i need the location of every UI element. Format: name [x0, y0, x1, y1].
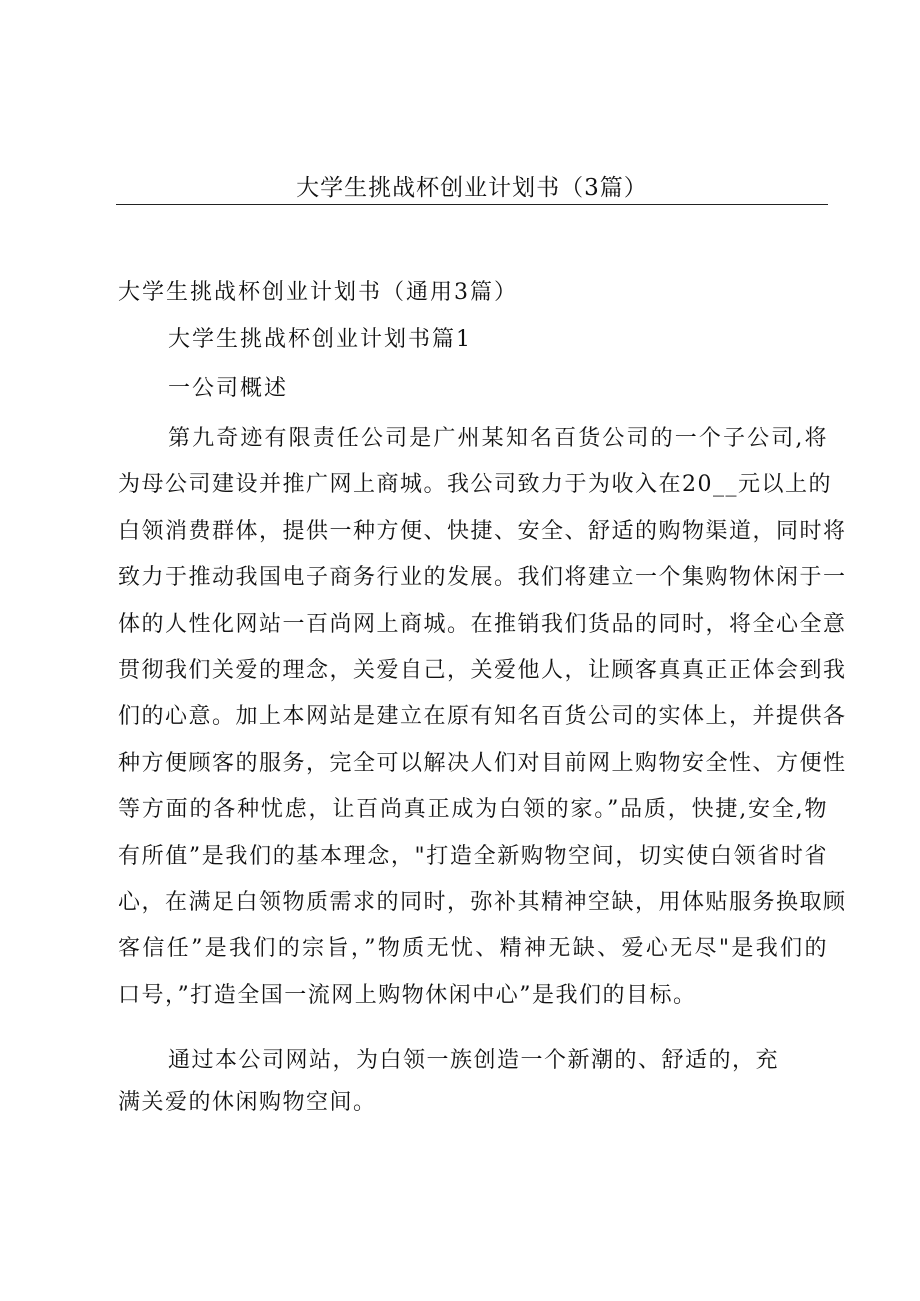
paragraph-line: 有所值”是我们的基本理念，"打造全新购物空间，切实使白领省时省: [118, 843, 828, 869]
paragraph-website-purpose: [118, 1040, 798, 1124]
paragraph-company-overview: [118, 416, 847, 1019]
paragraph-line: 贯彻我们关爱的理念，关爱自己，关爱他人，让顾客真真正正体会到我: [118, 657, 847, 683]
paragraph-line: 心，在满足白领物质需求的同时，弥补其精神空缺，用体贴服务换取顾: [118, 889, 847, 915]
paragraph-line: 满关爱的休闲购物空间。: [118, 1090, 377, 1115]
paragraph-line: 通过本公司网站，为白领一族创造一个新潮的、舒适的，充: [168, 1048, 780, 1073]
title-underline: [116, 204, 828, 205]
paragraph-line: 第九奇迹有限责任公司是广州某知名百货公司的一个子公司,将: [168, 426, 828, 451]
paragraph-line: 种方便顾客的服务，完全可以解决人们对目前网上购物安全性、方便性: [118, 750, 847, 776]
paragraph-line: 口号，”打造全国一流网上购物休闲中心”是我们的目标。: [118, 982, 697, 1008]
section-heading: 一公司概述: [168, 376, 289, 401]
document-subtitle: 大学生挑战杯创业计划书（通用3篇）: [118, 280, 518, 305]
paragraph-line: 体的人性化网站一百尚网上商城。在推销我们货品的同时，将全心全意: [118, 611, 847, 637]
paragraph-line: 为母公司建设并推广网上商城。我公司致力于为收入在20__元以上的: [118, 472, 832, 498]
paragraph-line: 白领消费群体，提供一种方便、快捷、安全、舒适的购物渠道，同时将: [118, 518, 847, 544]
document-title: 大学生挑战杯创业计划书（3篇）: [296, 175, 648, 201]
paragraph-line: 致力于推动我国电子商务行业的发展。我们将建立一个集购物休闲于一: [118, 565, 847, 591]
paragraph-line: 客信任”是我们的宗旨，”物质无忧、精神无缺、爱心无尽"是我们的: [118, 936, 828, 962]
paragraph-line: 们的心意。加上本网站是建立在原有知名百货公司的实体上，并提供各: [118, 704, 847, 730]
paragraph-line: 等方面的各种忧虑，让百尚真正成为白领的家。”品质，快捷,安全,物: [118, 797, 828, 823]
article-heading: 大学生挑战杯创业计划书篇1: [168, 327, 472, 352]
